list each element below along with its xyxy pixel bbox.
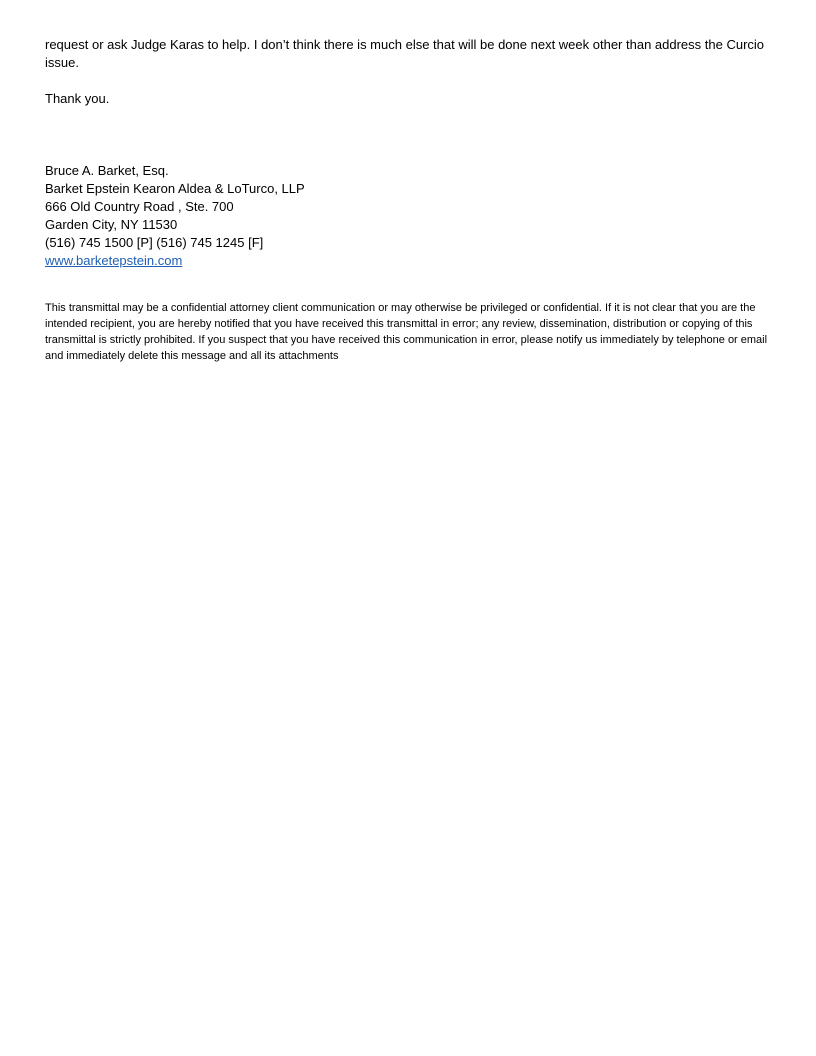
signature-block xyxy=(45,162,780,270)
signature-phones: (516) 745 1500 [P] (516) 745 1245 [F] xyxy=(45,235,264,250)
disclaimer-spacer xyxy=(45,270,780,300)
signature-spacer xyxy=(45,108,780,162)
email-closing: Thank you. xyxy=(45,91,110,106)
website-link[interactable]: www.barketepstein.com xyxy=(45,253,183,268)
signature-website-row xyxy=(45,252,780,270)
confidentiality-disclaimer: This transmittal may be a confidential attorney client communication or may otherwise be privileged or confidential. If it is not clear that you are the intended recipient, you are hereby notified that you have received this transmittal in error; any review, dissemination, distribution or copying of this transmittal is strictly prohibited. If you suspect that you have received this communication in error, please notify us immediately by telephone or email and immediately delete this message and all its attachments xyxy=(45,302,768,362)
signature-name: Bruce A. Barket, Esq. xyxy=(45,163,169,178)
email-body-paragraph: request or ask Judge Karas to help. I don’t think there is much else that will be done next week other than address the Curcio issue. xyxy=(45,37,765,70)
signature-street: 666 Old Country Road , Ste. 700 xyxy=(45,199,234,214)
document-page xyxy=(45,36,780,364)
paragraph-spacer xyxy=(45,72,780,90)
signature-firm: Barket Epstein Kearon Aldea & LoTurco, LLP xyxy=(45,181,305,196)
signature-city: Garden City, NY 11530 xyxy=(45,217,178,232)
